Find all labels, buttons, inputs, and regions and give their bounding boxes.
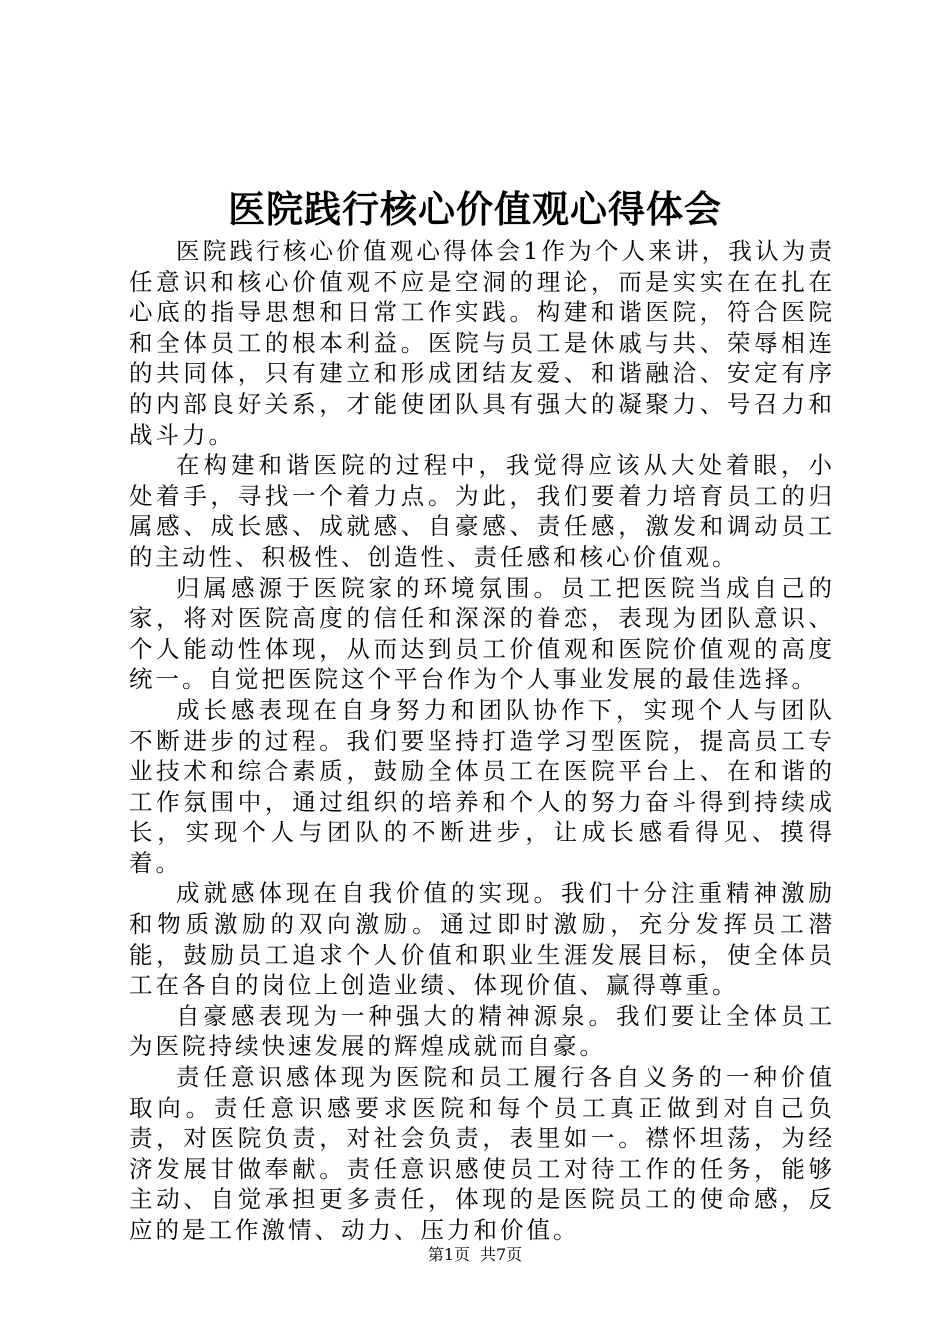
document-title: 医院践行核心价值观心得体会 [228, 187, 722, 231]
paragraph-building-harmony: 在构建和谐医院的过程中，我觉得应该从大处着眼，小处着手，寻找一个着力点。为此，我们要着力培育员工的归属感、成长感、成就感、自豪感、责任感，激发和调动员工的主动性、积极性、创造性、责任感和核心价值观。 [129, 451, 835, 571]
page-number: 第1页 [427, 1245, 470, 1264]
paragraph-achievement: 成就感体现在自我价值的实现。我们十分注重精神激励和物质激励的双向激励。通过即时激励，充分发挥员工潜能，鼓励员工追求个人价值和职业生涯发展目标，使全体员工在各自的岗位上创造业绩、体现价值、赢得尊重。 [129, 879, 835, 1000]
page-footer [0, 1244, 950, 1266]
paragraph-belonging: 归属感源于医院家的环境氛围。员工把医院当成自己的家，将对医院高度的信任和深深的眷恋，表现为团队意识、个人能动性体现，从而达到员工价值观和医院价值观的高度统一。自觉把医院这个平台作为个人事业发展的最佳选择。 [129, 573, 835, 694]
paragraph-intro: 医院践行核心价值观心得体会1作为个人来讲，我认为责任意识和核心价值观不应是空洞的理论，而是实实在在扎在心底的指导思想和日常工作实践。构建和谐医院，符合医院和全体员工的根本利益。医院与员工是休戚与共、荣辱相连的共同体，只有建立和形成团结友爱、和谐融洽、安定有序的内部良好关系，才能使团队具有强大的凝聚力、号召力和战斗力。 [129, 237, 835, 449]
paragraph-pride: 自豪感表现为一种强大的精神源泉。我们要让全体员工为医院持续快速发展的辉煌成就而自豪。 [129, 1001, 835, 1061]
paragraph-responsibility: 责任意识感体现为医院和员工履行各自义务的一种价值取向。责任意识感要求医院和每个员工真正做到对自己负责，对医院负责，对社会负责，表里如一。襟怀坦荡，为经济发展甘做奉献。责任意识感使员工对待工作的任务，能够主动、自觉承担更多责任，体现的是医院员工的使命感，反应的是工作激情、动力、压力和价值。 [129, 1063, 835, 1244]
page-total: 共7页 [480, 1245, 523, 1264]
paragraph-growth: 成长感表现在自身努力和团队协作下，实现个人与团队不断进步的过程。我们要坚持打造学习型医院，提高员工专业技术和综合素质，鼓励全体员工在医院平台上、在和谐的工作氛围中，通过组织的培养和个人的努力奋斗得到持续成长，实现个人与团队的不断进步，让成长感看得见、摸得着。 [129, 695, 835, 877]
document-body [129, 236, 835, 1246]
